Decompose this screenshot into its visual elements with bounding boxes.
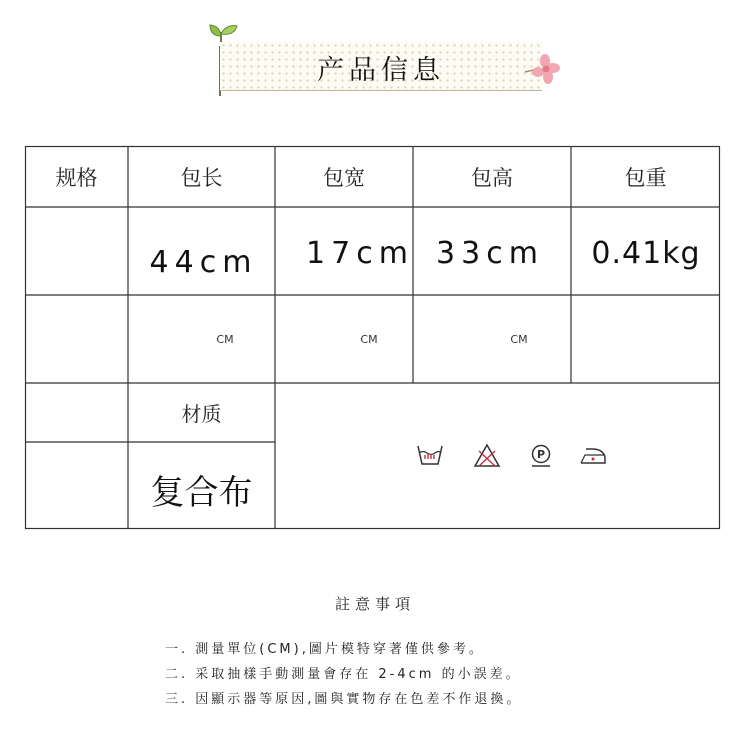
header-weight: 包重 (624, 166, 667, 190)
dry-clean-p-icon (528, 443, 554, 469)
material-label: 材质 (181, 402, 222, 426)
svg-text:P: P (536, 448, 546, 461)
no-bleach-icon (473, 443, 501, 469)
value-weight: 0.41kg (591, 235, 701, 271)
note-item: 二. 采取抽樣手動測量會存在 2-4cm 的小誤差。 (165, 667, 522, 682)
unit-height: CM (510, 332, 528, 346)
iron-icon (578, 443, 608, 469)
material-value: 复合布 (150, 472, 253, 513)
value-length: 44cm (149, 244, 258, 280)
note-item: 一. 測量單位(CM),圖片模特穿著僅供參考。 (165, 642, 485, 657)
value-height: 33cm (436, 235, 544, 271)
notes-title: 註意事項 (334, 595, 415, 613)
unit-length: CM (216, 332, 234, 346)
unit-width: CM (360, 332, 378, 346)
value-width: 17cm (306, 235, 414, 271)
page-title: 产品信息 (317, 55, 445, 86)
header-width: 包宽 (323, 166, 365, 190)
hand-wash-icon (416, 443, 444, 469)
note-item: 三. 因顯示器等原因,圖與實物存在色差不作退換。 (165, 692, 523, 707)
header-length: 包长 (180, 166, 223, 190)
header-spec: 规格 (55, 166, 98, 190)
header-height: 包高 (471, 166, 513, 190)
